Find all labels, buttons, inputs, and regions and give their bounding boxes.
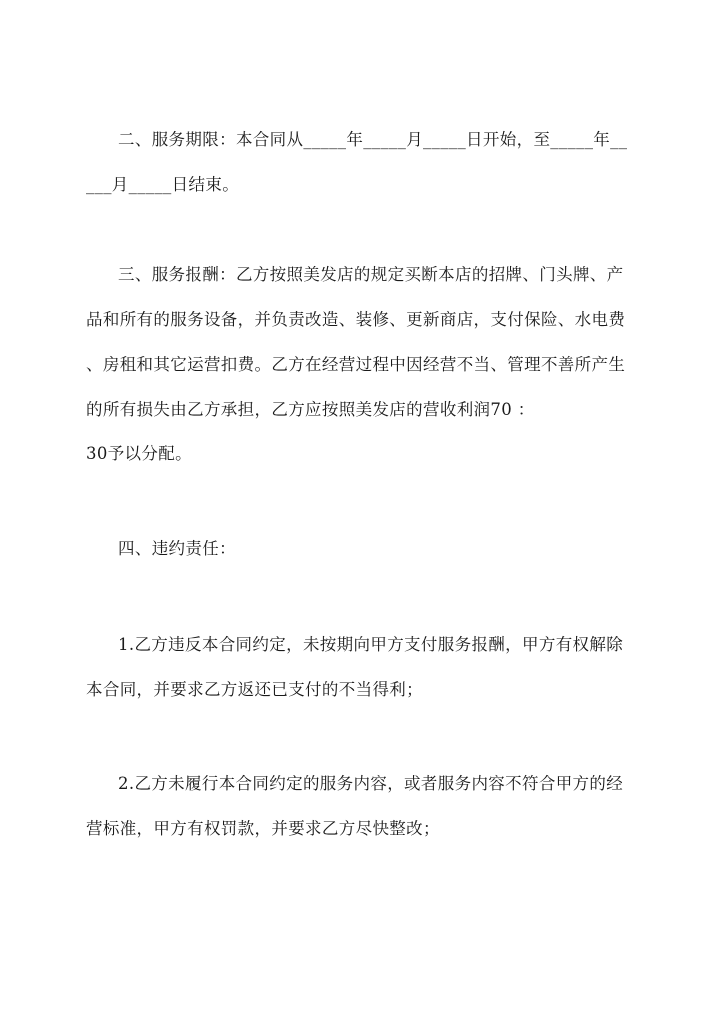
liability-item-2-line-1: 2.乙方未履行本合同约定的服务内容，或者服务内容不符合甲方的经 (118, 774, 624, 793)
liability-heading: 四、违约责任： (118, 539, 236, 558)
liability-item-2-line-2: 营标准，甲方有权罚款，并要求乙方尽快整改； (86, 819, 440, 838)
liability-item-1-line-1: 1.乙方违反本合同约定，未按期向甲方支付服务报酬，甲方有权解除 (118, 635, 624, 654)
service-fee-line-5: 30予以分配。 (86, 444, 192, 463)
service-fee-line-2: 品和所有的服务设备，并负责改造、装修、更新商店，支付保险、水电费 (86, 310, 626, 329)
service-period-line-2: ___月_____日结束。 (86, 175, 240, 194)
service-fee-line-3: 、房租和其它运营扣费。乙方在经营过程中因经营不当、管理不善所产生 (86, 355, 626, 374)
service-fee-line-1: 三、服务报酬：乙方按照美发店的规定买断本店的招牌、门头牌、产 (118, 265, 624, 284)
service-period-line-1: 二、服务期限：本合同从_____年_____月_____日开始，至_____年__ (118, 130, 628, 149)
service-fee-line-4: 的所有损失由乙方承担，乙方应按照美发店的营收利润70 ： (86, 400, 535, 419)
liability-item-1-line-2: 本合同，并要求乙方返还已支付的不当得利； (86, 680, 423, 699)
